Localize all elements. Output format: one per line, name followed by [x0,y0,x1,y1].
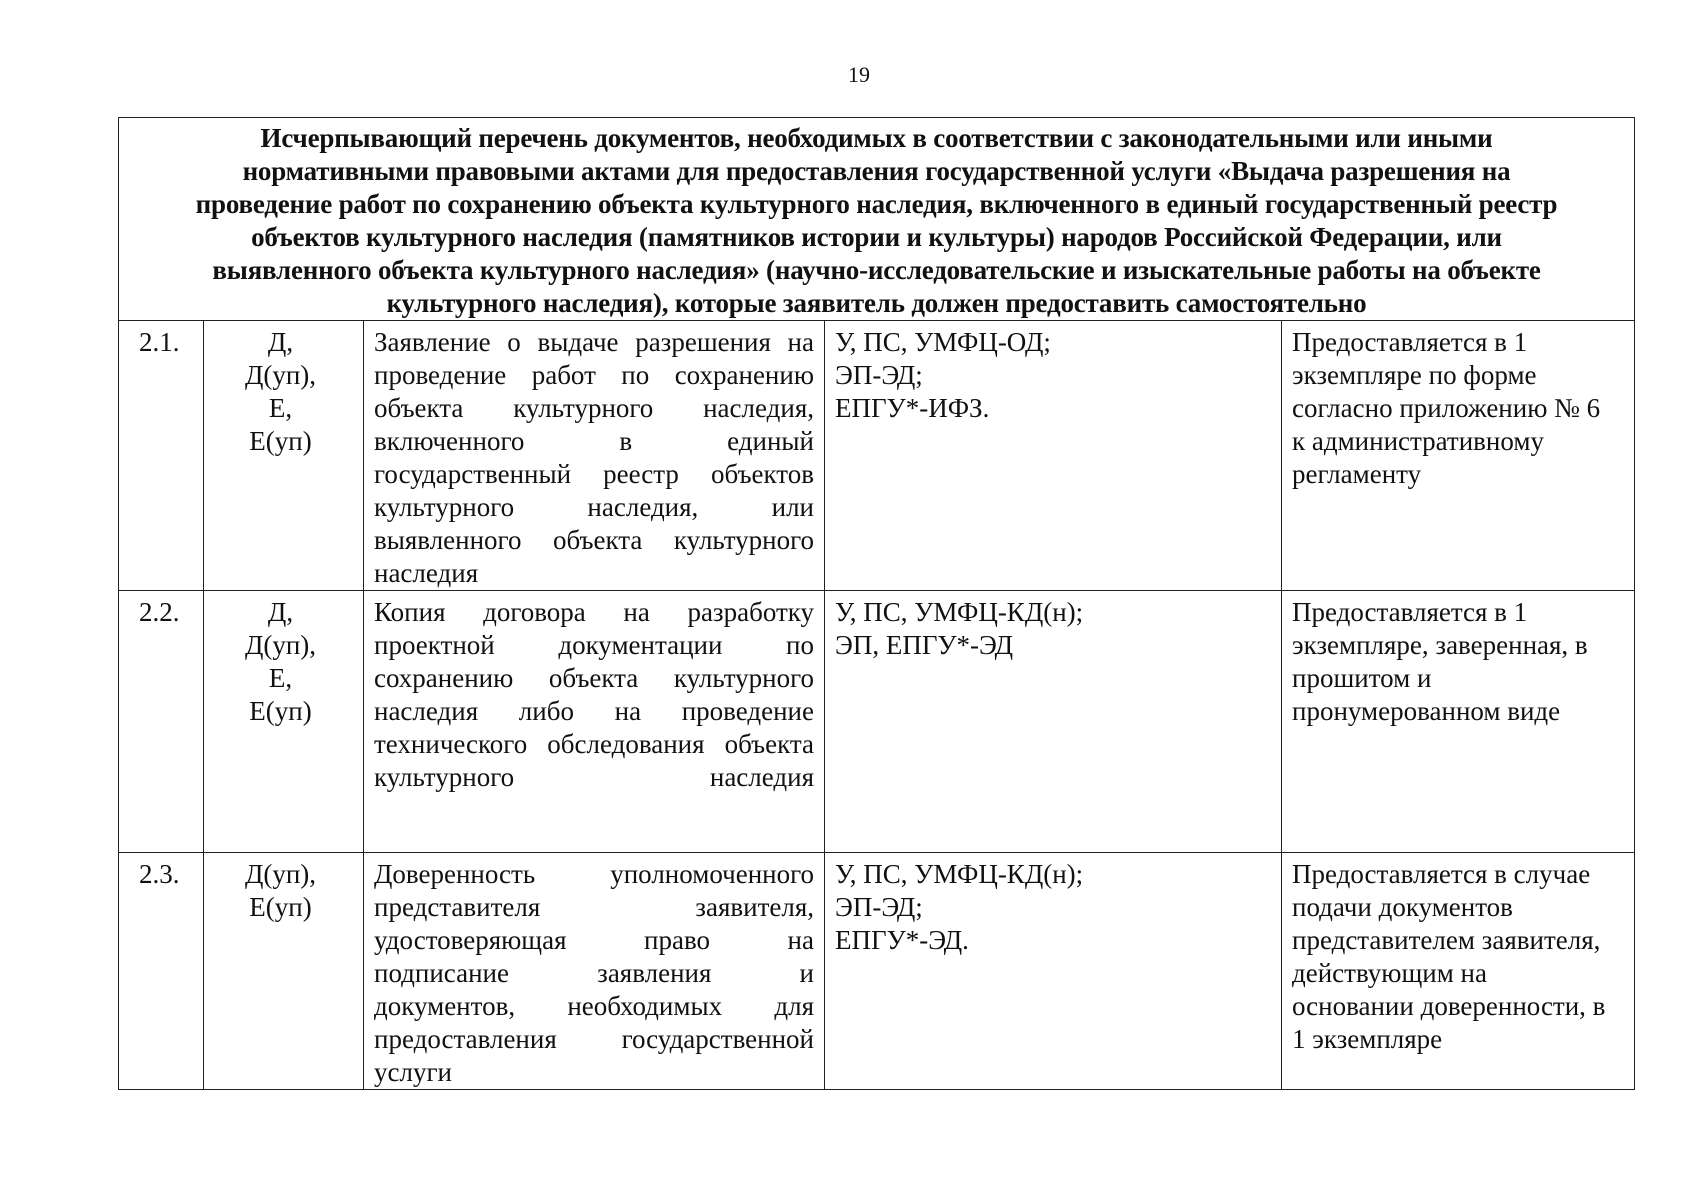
document-line: документов, необходимых для [374,991,814,1021]
table-title-line: культурного наследия), которые заявитель должен предоставить самостоятельно [386,288,1367,318]
document-line: наследия либо на проведение [374,696,814,726]
category: Д(уп), [244,859,317,889]
table-title [119,118,1635,321]
document-line: технического обследования объекта [374,729,814,759]
row-number: 2.3. [119,853,204,1090]
row-number: 2.2. [119,591,204,853]
row-number: 2.1. [119,321,204,591]
document-line: Копия договора на разработку [374,597,814,627]
method: ЕПГУ*-ИФЗ. [835,393,990,423]
document-line: культурного наследия, или [374,492,814,522]
note-line: экземпляре, заверенная, в [1292,630,1588,660]
note-line: согласно приложению № 6 [1292,393,1601,423]
document-line: культурного наследия [374,762,814,792]
category: Д, [267,327,294,357]
note-line: Предоставляется в случае [1292,859,1591,889]
note-line: пронумерованном виде [1292,696,1561,726]
category: Е, [268,663,293,693]
note-line: подачи документов [1292,892,1513,922]
applicant-categories [204,853,364,1090]
category: Д(уп), [244,360,317,390]
table-title-line: нормативными правовыми актами для предоставления государственной услуги «Выдача разрешения на [242,156,1511,186]
method: ЭП-ЭД; [835,892,923,922]
note-line: прошитом и [1292,663,1432,693]
method: У, ПС, УМФЦ-КД(н); [835,597,1084,627]
note-line: основании доверенности, в [1292,991,1606,1021]
document-line: объекта культурного наследия, [374,393,814,423]
method: У, ПС, УМФЦ-КД(н); [835,859,1084,889]
document-line: Доверенность уполномоченного [374,859,814,889]
submission-note [1282,853,1635,1090]
document-line: представителя заявителя, [374,892,814,922]
table-title-line: проведение работ по сохранению объекта культурного наследия, включенного в единый государственный реестр [195,189,1558,219]
note-line: регламенту [1292,459,1422,489]
applicant-categories [204,321,364,591]
table-row [119,321,1635,591]
note-line: Предоставляется в 1 [1292,597,1528,627]
document-description [364,321,825,591]
applicant-categories [204,591,364,853]
note-line: 1 экземпляре [1292,1024,1443,1054]
note-line: представителем заявителя, [1292,925,1601,955]
document-line: Заявление о выдаче разрешения на [374,327,814,357]
note-line: экземпляре по форме [1292,360,1537,390]
category: Е(уп) [249,696,312,726]
submission-methods [825,321,1282,591]
method: У, ПС, УМФЦ-ОД; [835,327,1051,357]
table-row [119,853,1635,1090]
category: Д, [267,597,294,627]
submission-methods [825,853,1282,1090]
submission-note [1282,591,1635,853]
document-line: сохранению объекта культурного [374,663,814,693]
category: Д(уп), [244,630,317,660]
document-line: проведение работ по сохранению [374,360,814,390]
note-line: действующим на [1292,958,1487,988]
note-line: к административному [1292,426,1544,456]
category: Е, [268,393,293,423]
document-line: удостоверяющая право на [374,925,814,955]
method: ЭП, ЕПГУ*-ЭД [835,630,1014,660]
submission-methods [825,591,1282,853]
table-header-row [119,118,1635,321]
method: ЭП-ЭД; [835,360,923,390]
table-title-line: объектов культурного наследия (памятников истории и культуры) народов Российской Федерации, или [251,222,1502,252]
document-description [364,853,825,1090]
submission-note [1282,321,1635,591]
table-row [119,591,1635,853]
document-line: наследия [374,558,479,588]
document-line: услуги [374,1057,452,1087]
document-line: предоставления государственной [374,1024,814,1054]
document-description [364,591,825,853]
document-line: включенного в единый [374,426,814,456]
category: Е(уп) [249,426,312,456]
page-number: 19 [848,62,870,87]
method: ЕПГУ*-ЭД. [835,925,969,955]
document-line: подписание заявления и [374,958,814,988]
table-title-line: Исчерпывающий перечень документов, необходимых в соответствии с законодательными или иными [260,123,1493,153]
category: Е(уп) [249,892,312,922]
table-title-line: выявленного объекта культурного наследия» (научно-исследовательские и изыскательные работы на объекте [212,255,1541,285]
document-line: государственный реестр объектов [374,459,814,489]
documents-table [118,117,1635,1090]
note-line: Предоставляется в 1 [1292,327,1528,357]
document-line: выявленного объекта культурного [374,525,814,555]
document-line: проектной документации по [374,630,814,660]
